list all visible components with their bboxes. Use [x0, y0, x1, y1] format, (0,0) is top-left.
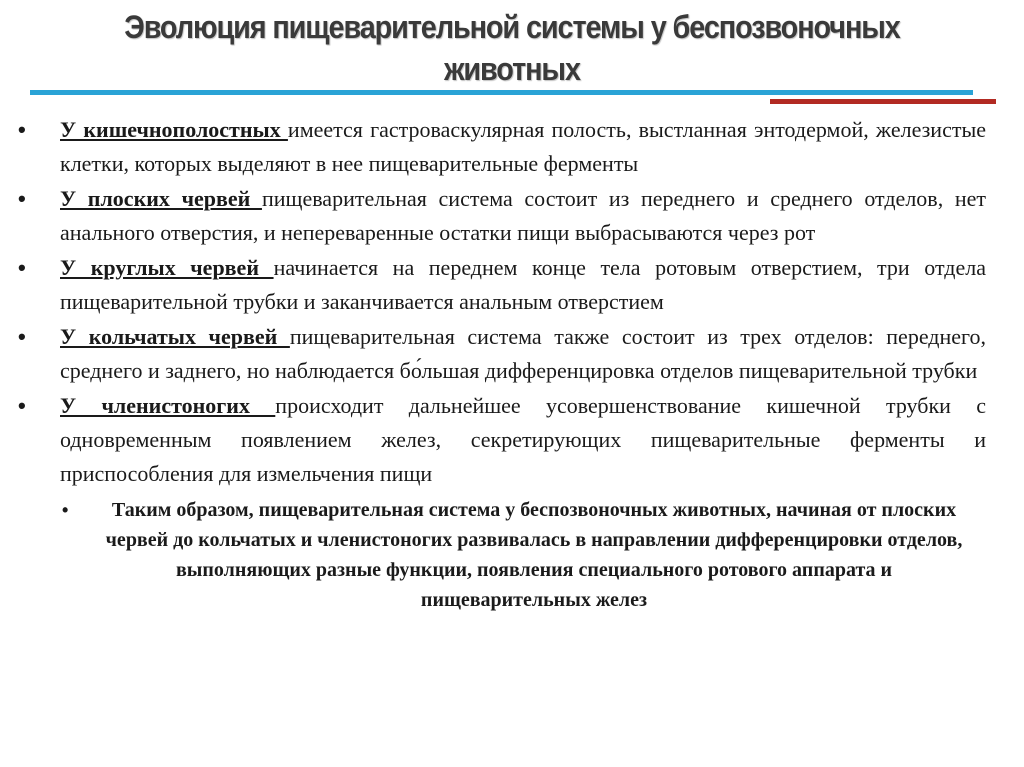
list-item-roundworms [18, 251, 986, 319]
item-text: имеется гастроваскулярная полость, выстланная энтодермой, железистые клетки, которых выделяют в нее пищеварительные ферменты [60, 117, 986, 176]
bullet-list [18, 113, 986, 615]
item-term: У круглых червей [60, 255, 274, 280]
item-term: У кишечнополостных [60, 117, 288, 142]
title-underline-red [770, 99, 996, 104]
bullet-icon: • [18, 186, 26, 211]
item-term: У кольчатых червей [60, 324, 290, 349]
item-text: начинается на переднем конце тела ротовым отверстием, три отдела пищеварительной трубки и заканчивается анальным отверстием [60, 255, 986, 314]
item-text: происходит дальнейшее усовершенствование кишечной трубки с одновременным появлением желез, секретирующих пищеварительные ферменты и приспособления для измельчения пищи [60, 393, 987, 486]
summary-conclusion [18, 495, 986, 615]
bullet-icon: • [18, 393, 26, 418]
list-item-coelenterates [18, 113, 986, 181]
bullet-icon: • [18, 255, 26, 280]
title-line-2: животных [444, 51, 580, 87]
summary-text: Таким образом, пищеварительная система у беспозвоночных животных, начиная от плоских червей до кольчатых и членистоногих развивалась в направлении дифференцировки отделов, выполняющих разные функции, появления специального ротового аппарата и пищеварительных желез [105, 499, 963, 611]
slide-title [87, 6, 937, 90]
bullet-icon: • [62, 500, 69, 520]
list-item-annelids [18, 320, 986, 388]
item-text: пищеварительная система также состоит из трех отделов: переднего, среднего и заднего, но наблюдается бо́льшая дифференцировка отделов пищеварительной трубки [60, 324, 986, 383]
item-term: У плоских червей [60, 186, 262, 211]
bullet-icon: • [18, 117, 26, 142]
list-item-arthropods [18, 389, 986, 491]
list-item-flatworms [18, 182, 986, 250]
title-line-1: Эволюция пищеварительной системы у беспозвоночных [124, 9, 900, 45]
title-underline-blue [30, 90, 973, 95]
bullet-icon: • [18, 324, 26, 349]
item-term: У членистоногих [60, 393, 276, 418]
item-text: пищеварительная система состоит из переднего и среднего отделов, нет анального отверстия, и непереваренные остатки пищи выбрасываются через рот [60, 186, 986, 245]
